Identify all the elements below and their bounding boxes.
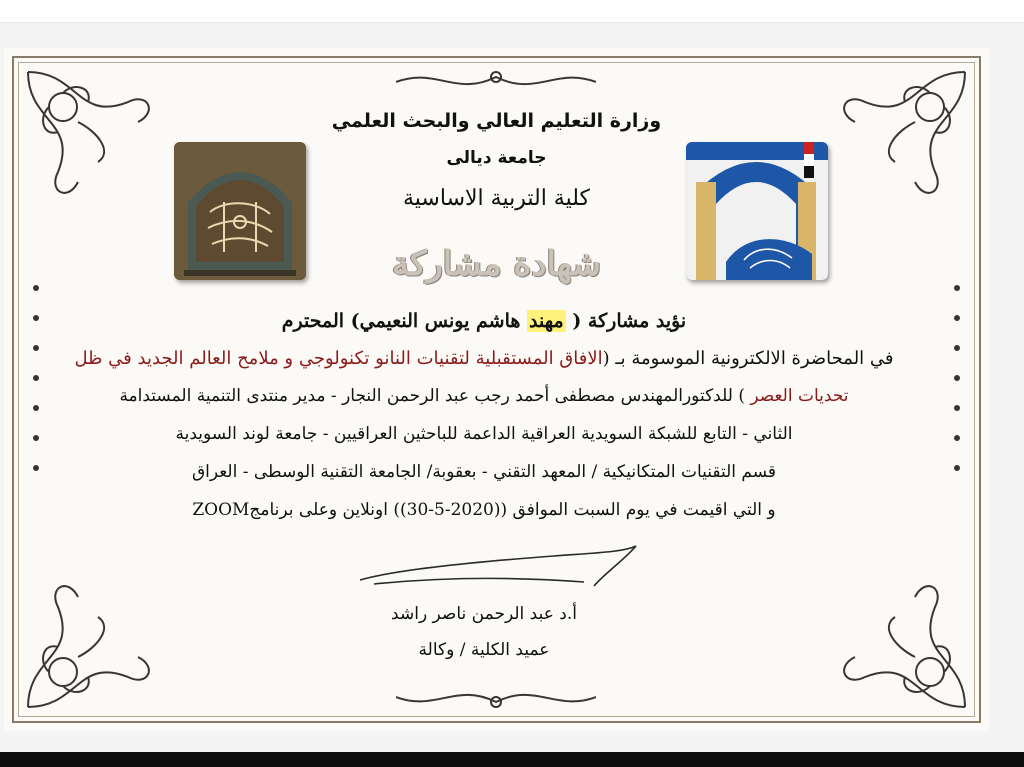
- top-strip: [0, 0, 1024, 23]
- awardee-first-name: مهند: [529, 310, 564, 332]
- body-line-5: و التي اقيمت في يوم السبت الموافق ((2020-5-30)) اونلاين وعلى برنامجZOOM: [192, 500, 776, 520]
- body-line-3: الثاني - التابع للشبكة السويدية العراقية الداعمة للباحثين العراقيين - جامعة لوند السويدية: [175, 424, 793, 444]
- awardee-line: [44, 310, 924, 332]
- lecture-title-part2: تحديات العصر: [750, 386, 849, 406]
- signatory-title: عميد الكلية / وكالة: [418, 640, 550, 660]
- lecture-title-part1: الافاق المستقبلية لتقنيات النانو تكنولوجي و ملامح العالم الجديد في ظل: [74, 348, 603, 369]
- awardee-prefix: نؤيد مشاركة (: [572, 310, 687, 332]
- ornament-left-side: [26, 278, 46, 498]
- certificate: [4, 48, 989, 731]
- signatory-name: أ.د عبد الرحمن ناصر راشد: [391, 604, 577, 624]
- certificate-title: شهادة مشاركة: [391, 244, 602, 284]
- awardee-rest-name: هاشم يونس النعيمي) المحترم: [281, 310, 521, 332]
- university-emblem-logo: [686, 142, 828, 280]
- handwritten-signature: [354, 536, 644, 596]
- body-line-2: [44, 386, 924, 406]
- ornament-bottom-center: [396, 677, 596, 717]
- ornament-bottom-right: [825, 567, 975, 717]
- college-name: كلية التربية الاساسية: [403, 186, 590, 211]
- college-emblem-logo: [174, 142, 306, 280]
- lecturer-info: ) للدكتورالمهندس مصطفى أحمد رجب عبد الرحمن النجار - مدير منتدى التنمية المستدامة: [119, 386, 745, 406]
- ornament-top-center: [396, 62, 596, 102]
- lecture-intro: في المحاضرة الالكترونية الموسومة بـ (: [602, 348, 894, 369]
- ministry-title: وزارة التعليم العالي والبحث العلمي: [331, 110, 662, 132]
- university-name: جامعة ديالى: [446, 148, 547, 168]
- ornament-bottom-left: [18, 567, 168, 717]
- bottom-bar: [0, 752, 1024, 767]
- body-line-4: قسم التقنيات المتكانيكية / المعهد التقني - بعقوبة/ الجامعة التقنية الوسطى - العراق: [191, 462, 777, 482]
- ornament-right-side: [947, 278, 967, 498]
- body-line-1: [44, 348, 924, 369]
